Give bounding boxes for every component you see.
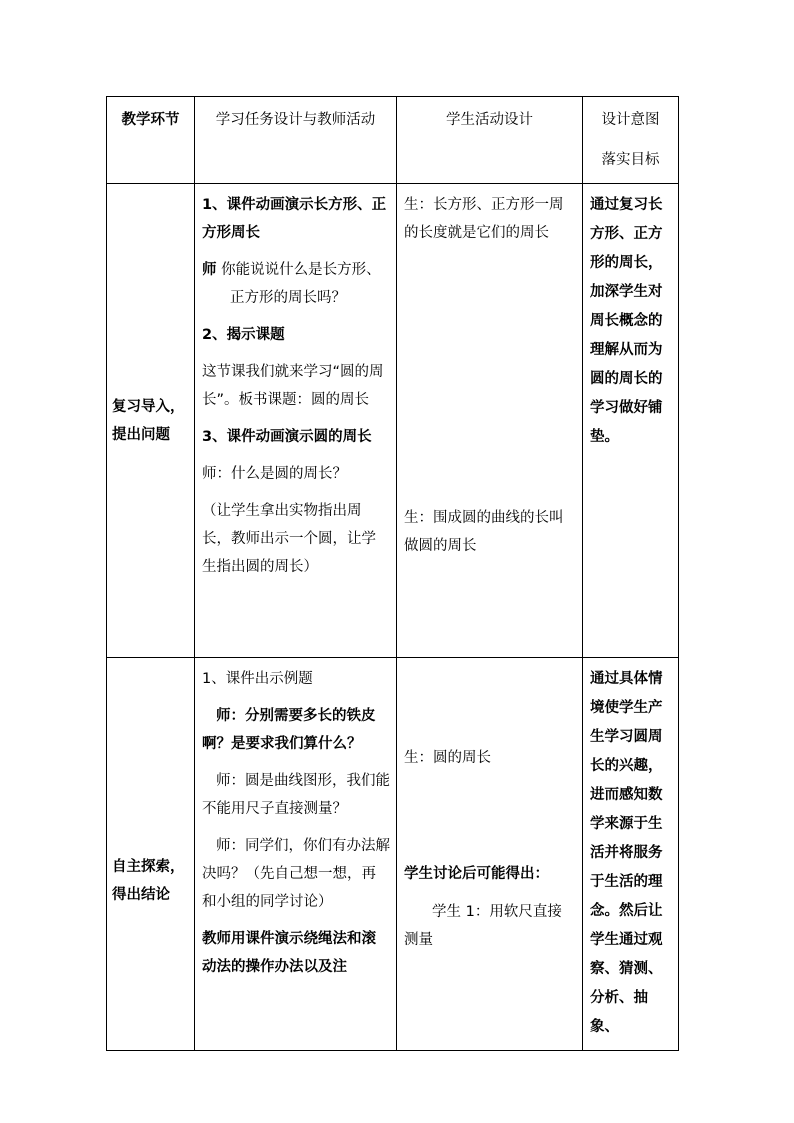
table-row [107,658,679,1051]
stage-cell: 自主探索，得出结论 [107,658,195,1051]
lesson-plan-table [106,96,679,1051]
student-cell: 生：长方形、正方形一周的长度就是它们的周长 生：围成圆的曲线的长叫做圆的周长 [397,184,583,658]
student-cell: 生：圆的周长 学生讨论后可能得出： 学生 1：用软尺直接测量 [397,658,583,1051]
tasks-cell: 1、课件出示例题 师：分别需要多长的铁皮啊？是要求我们算什么？ 师：圆是曲线图形，我们能不能用尺子直接测量？ 师：同学们，你们有办法解决吗？（先自己想一想，再和小组的同学讨论） 教师用课件演示绕绳法和滚动法的操作办法以及注 [195,658,397,1051]
tasks-cell: 1、课件动画演示长方形、正方形周长 师 你能说说什么是长方形、正方形的周长吗？ 2、揭示课题 这节课我们就来学习“圆的周长”。板书课题：圆的周长 3、课件动画演示圆的周长 师：什么是圆的周长？ （让学生拿出实物指出周长，教师出示一个圆，让学生指出圆的周长） [195,184,397,658]
header-student: 学生活动设计 [397,97,583,184]
header-row [107,97,679,184]
header-tasks: 学习任务设计与教师活动 [195,97,397,184]
intent-cell: 通过具体情境使学生产生学习圆周长的兴趣，进而感知数学来源于生活并将服务于生活的理念。然后让学生通过观察、猜测、分析、抽象、 [583,658,679,1051]
stage-cell: 复习导入，提出问题 [107,184,195,658]
teacher-question: 师 你能说说什么是长方形、正方形的周长吗？ [202,262,381,306]
header-intent: 设计意图 落实目标 [583,97,679,184]
header-stage: 教学环节 [107,97,195,184]
intent-cell: 通过复习长方形、正方形的周长，加深学生对周长概念的理解从而为圆的周长的学习做好铺垫。 [583,184,679,658]
table-row [107,184,679,658]
